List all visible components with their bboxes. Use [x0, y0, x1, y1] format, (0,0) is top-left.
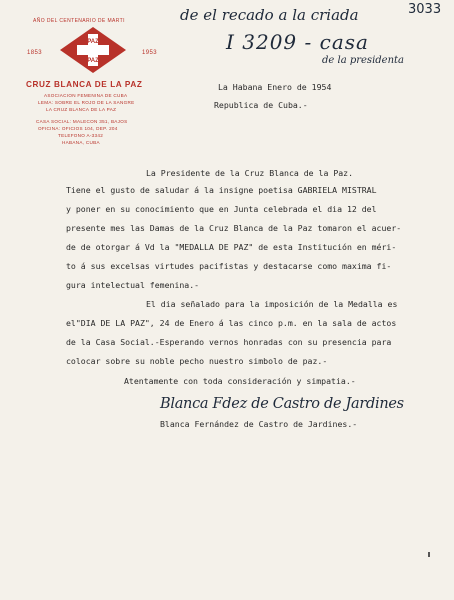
- org-subtitle-3: LA CRUZ BLANCA DE LA PAZ: [46, 107, 117, 112]
- org-name: CRUZ BLANCA DE LA PAZ: [26, 80, 143, 89]
- cross-logo-icon: [58, 25, 128, 75]
- signer-name: Blanca Fernández de Castro de Jardines.-: [160, 419, 358, 429]
- body-line: presente mes las Damas de la Cruz Blanca de la Paz tomaron el acuer-: [66, 223, 402, 233]
- year-left: 1853: [27, 50, 42, 56]
- handwritten-top-note: de el recado a la criada: [180, 6, 359, 24]
- address-line-3: TELEFONO A-3342: [58, 133, 104, 138]
- body-line: y poner en su conocimiento que en Junta celebrada el dia 12 del: [66, 204, 377, 214]
- address-line-2: OFICINA: OFICIOS 104, DEP. 204: [38, 126, 118, 131]
- body-line: El dia señalado para la imposición de la Medalla es: [146, 299, 398, 309]
- salutation: La Presidente de la Cruz Blanca de la Paz.: [146, 168, 354, 178]
- body-line: colocar sobre su noble pecho nuestro simbolo de paz.-: [66, 356, 328, 366]
- corner-mark: [428, 552, 430, 557]
- body-line: de de otorgar á Vd la "MEDALLA DE PAZ" de esta Institución en méri-: [66, 242, 397, 252]
- address-line-4: HABANA, CUBA: [62, 140, 100, 145]
- body-line: to á sus excelsas virtudes pacifistas y destacarse como maxima fi-: [66, 261, 392, 271]
- country-line: Republica de Cuba.-: [214, 100, 308, 110]
- logo-text-bottom: PAZ: [87, 58, 99, 64]
- closing-line: Atentamente con toda consideración y simpatia.-: [124, 376, 356, 386]
- org-subtitle-1: ASOCIACION FEMENINA DE CUBA: [44, 93, 128, 98]
- org-subtitle-2: LEMA: SOBRE EL ROJO DE LA SANGRE: [38, 100, 135, 105]
- body-line: Tiene el gusto de saludar á la insigne poetisa GABRIELA MISTRAL: [66, 185, 377, 195]
- address-line-1: CASA SOCIAL: MALECON 351, BAJOS: [36, 119, 128, 124]
- file-number: 3033: [408, 2, 442, 17]
- catalog-code: I 3209 - casa: [226, 30, 369, 54]
- body-line: de la Casa Social.-Esperando vernos honradas con su presencia para: [66, 337, 392, 347]
- catalog-sub: de la presidenta: [322, 55, 405, 66]
- body-line: gura intelectual femenina.-: [66, 280, 200, 290]
- signature-script: Blanca Fdez de Castro de Jardines: [160, 396, 404, 412]
- place-date: La Habana Enero de 1954: [218, 82, 332, 92]
- centenary-line: AÑO DEL CENTENARIO DE MARTI: [33, 18, 125, 24]
- year-right: 1953: [142, 50, 157, 56]
- logo-text-top: PAZ: [87, 39, 99, 45]
- body-line: el"DIA DE LA PAZ", 24 de Enero á las cinco p.m. en la sala de actos: [66, 318, 397, 328]
